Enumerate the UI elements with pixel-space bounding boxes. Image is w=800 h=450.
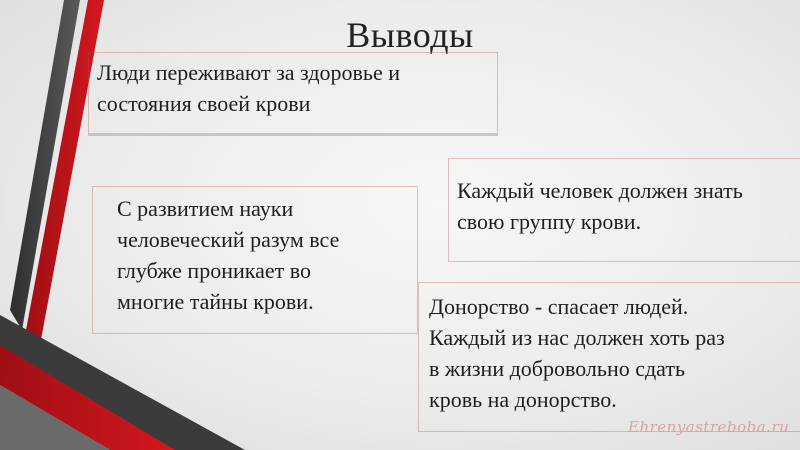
box-line: состояния своей крови: [97, 91, 311, 116]
box-line: Каждый из нас должен хоть раз: [429, 325, 725, 350]
box-line: многие тайны крови.: [117, 289, 314, 314]
box-line: кровь на донорство.: [429, 387, 617, 412]
slide-title: Выводы: [346, 15, 474, 55]
box-line: Люди переживают за здоровье и: [97, 60, 401, 85]
conclusion-box-blood-group: [448, 158, 800, 262]
conclusion-box-science: [92, 186, 418, 334]
box-line: глубже проникает во: [117, 258, 311, 283]
box-line: человеческий разум все: [117, 227, 340, 252]
site-watermark: Ehrenyastreboba.ru: [628, 418, 790, 436]
box-line: свою группу крови.: [457, 209, 642, 234]
box-line: в жизни добровольно сдать: [429, 356, 686, 381]
box-line: С развитием науки: [117, 196, 294, 221]
conclusion-box-health: [88, 52, 498, 136]
conclusion-box-donation: [418, 282, 800, 432]
box-line: Донорство - спасает людей.: [429, 294, 689, 319]
box-line: Каждый человек должен знать: [457, 178, 743, 203]
